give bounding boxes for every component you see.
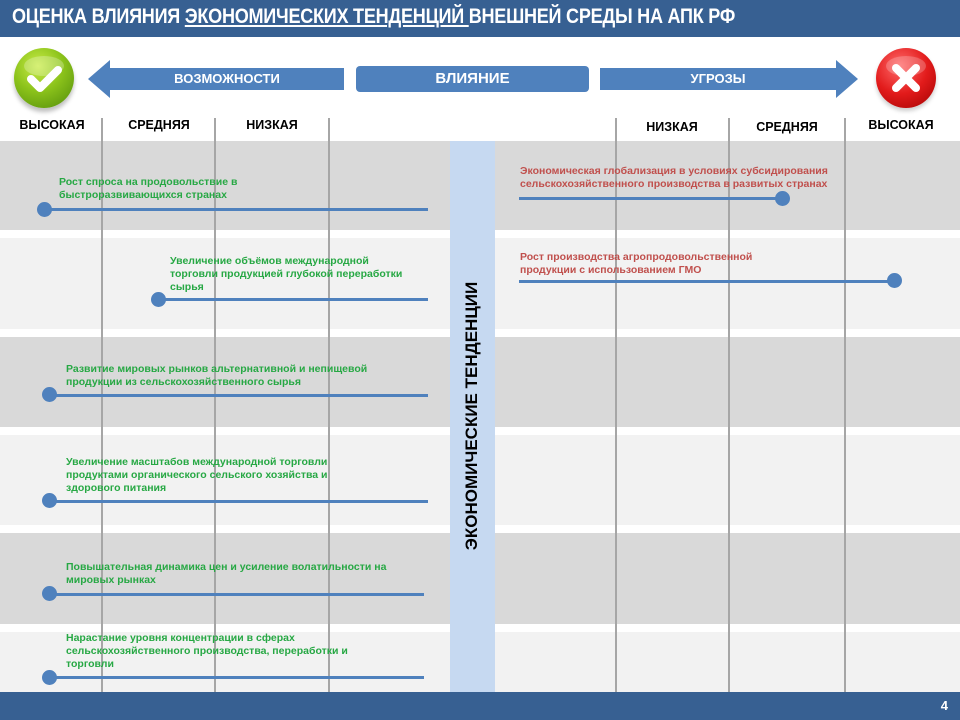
opportunity-text: Нарастание уровня концентрации в сферах сельскохозяйственного производства, переработки и торговли <box>66 632 348 670</box>
opportunity-marker <box>42 670 57 685</box>
grid-line <box>101 118 103 692</box>
threat-text: Рост производства агропродовольственной продукции с использованием ГМО <box>520 251 753 276</box>
threat-bar <box>519 280 895 283</box>
footer-bar <box>0 692 960 720</box>
title-underlined: ЭКОНОМИЧЕСКИХ ТЕНДЕНЦИЙ <box>184 5 469 28</box>
opportunity-text: Развитие мировых рынков альтернативной и непищевой продукции из сельскохозяйственного сырья <box>66 363 368 388</box>
opportunities-label: ВОЗМОЖНОСТИ <box>174 71 280 86</box>
opportunity-bar <box>45 208 428 211</box>
opportunity-text: Увеличение объёмов международной торговли продукцией глубокой переработки сырья <box>170 255 403 293</box>
page-number: 4 <box>940 698 948 713</box>
title-part-2: ВНЕШНЕЙ СРЕДЫ НА АПК РФ <box>468 5 736 28</box>
cross-icon <box>876 48 936 108</box>
scale-left-high: ВЫСОКАЯ <box>19 118 85 132</box>
scale-right-low: НИЗКАЯ <box>646 120 698 134</box>
threats-label: УГРОЗЫ <box>690 71 746 86</box>
scale-left-medium: СРЕДНЯЯ <box>128 118 190 132</box>
grid-line <box>328 118 330 692</box>
influence-label: ВЛИЯНИЕ <box>356 66 589 92</box>
grid-line <box>615 118 617 692</box>
opportunities-arrow <box>88 60 344 98</box>
threat-text: Экономическая глобализация в условиях субсидирования сельскохозяйственного производства в развитых странах <box>520 165 828 190</box>
opportunity-marker <box>151 292 166 307</box>
opportunity-marker <box>42 493 57 508</box>
opportunity-bar <box>50 676 424 679</box>
threat-marker <box>887 273 902 288</box>
threats-arrow <box>600 60 858 98</box>
opportunity-marker <box>42 387 57 402</box>
grid-line <box>844 118 846 692</box>
grid-line <box>214 118 216 692</box>
title-part-1: ОЦЕНКА ВЛИЯНИЯ <box>12 5 185 28</box>
threat-marker <box>775 191 790 206</box>
scale-right-high: ВЫСОКАЯ <box>868 118 934 132</box>
opportunity-text: Повышательная динамика цен и усиление волатильности на мировых рынках <box>66 561 387 586</box>
scale-left-low: НИЗКАЯ <box>246 118 298 132</box>
title-bar <box>0 0 960 37</box>
grid-line <box>728 118 730 692</box>
opportunity-bar <box>158 298 428 301</box>
center-label: ЭКОНОМИЧЕСКИЕ ТЕНДЕНЦИИ <box>462 281 481 551</box>
opportunity-bar <box>50 394 428 397</box>
checkmark-icon <box>14 48 74 108</box>
scale-right-medium: СРЕДНЯЯ <box>756 120 818 134</box>
opportunity-bar <box>50 500 428 503</box>
threat-bar <box>519 197 783 200</box>
opportunity-text: Увеличение масштабов международной торговли продуктами органического сельского хозяйства и здорового питания <box>66 456 328 494</box>
opportunity-marker <box>42 586 57 601</box>
opportunity-bar <box>50 593 424 596</box>
page-title <box>12 5 735 29</box>
opportunity-text: Рост спроса на продовольствие в быстроразвивающихся странах <box>59 176 238 201</box>
opportunity-marker <box>37 202 52 217</box>
